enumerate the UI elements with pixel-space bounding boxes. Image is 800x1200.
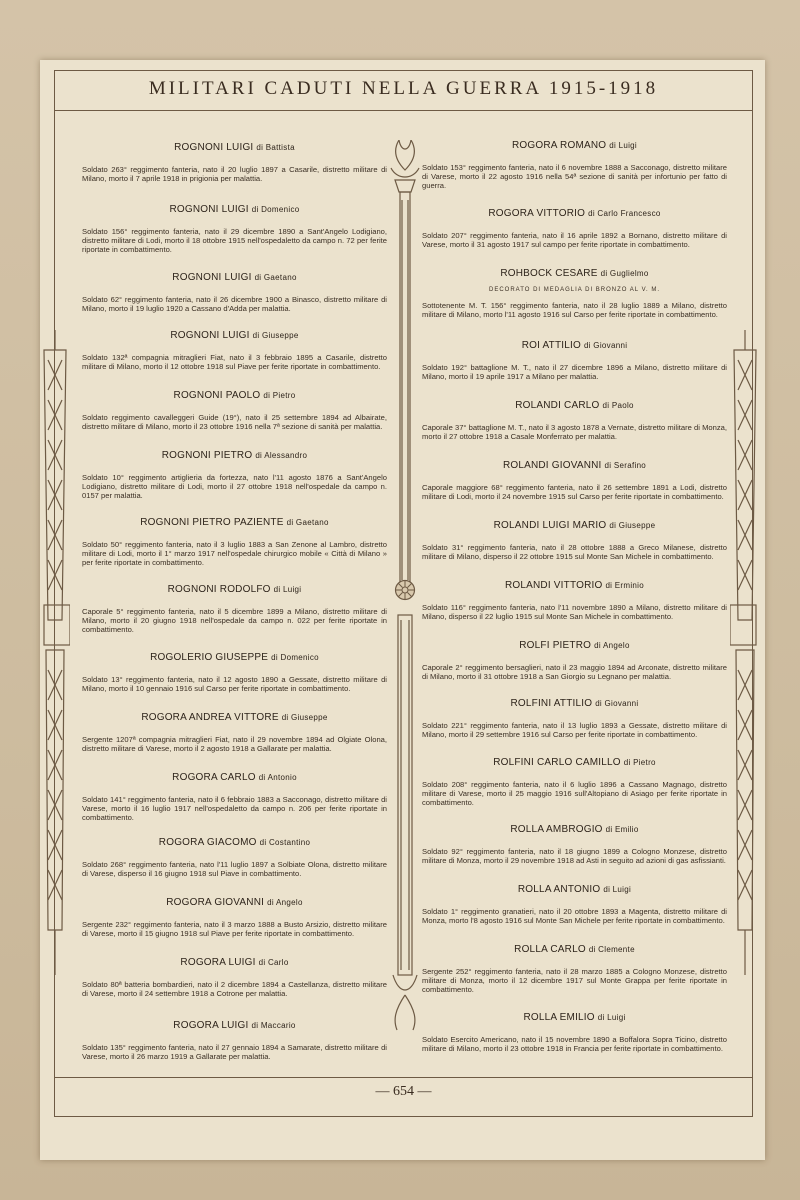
entry-father: di Gaetano (286, 518, 329, 527)
entry-name: ROGORA GIOVANNI (166, 897, 265, 908)
entry-father: di Emilio (605, 825, 639, 834)
entry-text: Soldato 263° reggimento fanteria, nato il 20 luglio 1897 a Casarile, distretto militare di Milano, morto il 7 aprile 1918 in prigionia per malattia. (82, 165, 387, 183)
entry-father: di Erminio (605, 581, 645, 590)
entry-name: ROLLA EMILIO (523, 1012, 595, 1023)
title-rule (54, 110, 753, 111)
entry-text: Soldato reggimento cavalleggeri Guide (19°), nato il 25 settembre 1894 ad Albairate, distretto militare di Milano, morto il 23 ottobre 1916 nella 7ª sezione di sanità per malattia. (82, 413, 387, 431)
entry-text: Sergente 1207ª compagnia mitraglieri Fiat, nato il 29 novembre 1894 ad Olgiate Olona, distretto militare di Varese, morto il 2 agosto 1918 a Gallarate per malattia. (82, 735, 387, 753)
entry-name: ROI ATTILIO (521, 340, 581, 351)
entry-text: Soldato 80ª batteria bombardieri, nato il 2 dicembre 1894 a Castellanza, distretto militare di Varese, morto il 24 settembre 1918 a Cotrone per malattia. (82, 980, 387, 998)
entry-father: di Giovanni (595, 699, 639, 708)
entry-father: di Guglielmo (600, 269, 649, 278)
entry-name: ROLLA ANTONIO (517, 884, 601, 895)
entry-father: di Domenico (271, 653, 319, 662)
entry-father: di Antonio (258, 773, 297, 782)
entry-father: di Battista (256, 143, 295, 152)
entry-name: ROLLA AMBROGIO (510, 824, 603, 835)
entry-name: ROGORA ROMANO (511, 140, 607, 151)
entry-father: di Luigi (603, 885, 632, 894)
entry-rohbock-cesare (422, 268, 727, 319)
entry-father: di Giuseppe (609, 521, 656, 530)
entry-rognoni-pietro-paziente (82, 517, 387, 567)
entry-rogora-romano (422, 140, 727, 190)
entry-father: di Gaetano (254, 273, 297, 282)
entry-name: ROGNONI PAOLO (173, 390, 261, 401)
entry-name: ROGNONI LUIGI (174, 142, 254, 153)
entry-name: ROLFINI CARLO CAMILLO (493, 757, 621, 768)
entry-father: di Carlo (258, 958, 289, 967)
entry-text: Soldato 153° reggimento fanteria, nato il 6 novembre 1888 a Sacconago, distretto militare di Varese, morto il 22 agosto 1916 nella 54ª sezione di sanità per infortunio per fatto di guerra. (422, 163, 727, 190)
entry-rogora-giovanni (82, 897, 387, 938)
entry-name: ROGNONI LUIGI (172, 272, 252, 283)
entry-text: Soldato 10° reggimento artiglieria da fortezza, nato l'11 agosto 1876 a Sant'Angelo Lodigiano, distretto militare di Lodi, morto il 27 ottobre 1918 nell'ospedale da campo n. 0157 per malattia. (82, 473, 387, 500)
entry-father: di Clemente (588, 945, 635, 954)
entry-name: ROLANDI VITTORIO (504, 580, 603, 591)
entry-father: di Giuseppe (281, 713, 328, 722)
entry-father: di Serafino (604, 461, 647, 470)
entry-rolandi-luigi-mario (422, 520, 727, 561)
entry-rognoni-luigi-gaetano (82, 272, 387, 313)
left-fasces-ornament (40, 330, 70, 980)
entry-rogora-vittorio (422, 208, 727, 249)
entry-name: ROGORA CARLO (172, 772, 256, 783)
entry-text: Soldato 135° reggimento fanteria, nato il 27 gennaio 1894 a Samarate, distretto militare di Varese, morto il 26 marzo 1919 a Gallarate per malattia. (82, 1043, 387, 1061)
entry-rolfi-pietro (422, 640, 727, 681)
entry-text: Soldato 1° reggimento granatieri, nato il 20 ottobre 1893 a Magenta, distretto militare di Monza, morto l'8 agosto 1916 sul Monte San Michele per ferite riportate in combattimento. (422, 907, 727, 925)
entry-name: ROGORA ANDREA VITTORE (141, 712, 279, 723)
entry-text: Soldato 132ª compagnia mitraglieri Fiat, nato il 3 febbraio 1895 a Casarile, distretto militare di Milano, morto il 12 ottobre 1918 sul Piave per ferite riportate in combattimento. (82, 353, 387, 371)
entry-rolandi-giovanni (422, 460, 727, 501)
entry-name: ROGORA VITTORIO (488, 208, 586, 219)
entry-text: Sergente 232° reggimento fanteria, nato il 3 marzo 1888 a Busto Arsizio, distretto militare di Varese, morto il 15 giugno 1918 sul Piave per ferite riportate in combattimento. (82, 920, 387, 938)
entry-father: di Pietro (263, 391, 296, 400)
entry-name: ROLANDI CARLO (515, 400, 600, 411)
entry-rolandi-vittorio (422, 580, 727, 621)
entry-text: Soldato 50° reggimento fanteria, nato il 3 luglio 1883 a San Zenone al Lambro, distretto militare di Lodi, morto il 1° marzo 1917 nell'ospedale chirurgico mobile « Città di Milano » per ferite riportate in combattimento. (82, 540, 387, 567)
entry-father: di Angelo (267, 898, 303, 907)
entry-name: ROGNONI LUIGI (169, 204, 249, 215)
entry-rognoni-luigi-giuseppe (82, 330, 387, 371)
entry-text: Caporale 2° reggimento bersaglieri, nato il 23 maggio 1894 ad Arconate, distretto militare di Milano, morto il 31 ottobre 1918 a San Giorgio su Legnano per malattia. (422, 663, 727, 681)
entry-father: di Maccario (251, 1021, 296, 1030)
entry-father: di Luigi (273, 585, 302, 594)
entry-rogolerio-giuseppe (82, 652, 387, 693)
entry-name: ROGNONI LUIGI (170, 330, 250, 341)
entry-name: ROGORA LUIGI (173, 1020, 249, 1031)
entry-text: Soldato 156° reggimento fanteria, nato il 29 dicembre 1890 a Sant'Angelo Lodigiano, distretto militare di Lodi, morto il 18 ottobre 1915 nell'ospedaletto da campo n. 72 per ferite riportate in combattimento. (82, 227, 387, 254)
entry-name: ROLANDI GIOVANNI (502, 460, 602, 471)
footer-rule (54, 1077, 753, 1078)
entry-name: ROLFI PIETRO (519, 640, 592, 651)
entry-father: di Domenico (251, 205, 300, 214)
entry-rognoni-luigi-battista (82, 142, 387, 183)
entry-text: Soldato 62° reggimento fanteria, nato il 26 dicembre 1900 a Binasco, distretto militare di Milano, morto il 19 luglio 1920 a Cassano d'Adda per malattia. (82, 295, 387, 313)
entry-rogora-luigi-maccario (82, 1020, 387, 1061)
entry-name: ROGNONI RODOLFO (167, 584, 271, 595)
entry-text: Soldato 208° reggimento fanteria, nato il 6 luglio 1896 a Cassano Magnago, distretto militare di Varese, morto il 25 maggio 1916 sull'Altopiano di Asiago per ferite riportate in combattimento. (422, 780, 727, 807)
entry-father: di Luigi (597, 1013, 626, 1022)
entry-text: Soldato Esercito Americano, nato il 15 novembre 1890 a Boffalora Sopra Ticino, distretto militare di Milano, morto il 23 ottobre 1918 in Francia per ferite riportate in combattimento. (422, 1035, 727, 1053)
entry-rolla-ambrogio (422, 824, 727, 865)
entry-rolla-emilio (422, 1012, 727, 1053)
entry-rogora-giacomo (82, 837, 387, 878)
entry-text: Caporale 37° battaglione M. T., nato il 3 agosto 1878 a Vernate, distretto militare di Monza, morto il 27 ottobre 1918 a Casale Monferrato per malattia. (422, 423, 727, 441)
entry-father: di Costantino (259, 838, 311, 847)
entry-text: Soldato 141° reggimento fanteria, nato il 6 febbraio 1883 a Sacconago, distretto militare di Varese, morto il 16 luglio 1917 nell'ospedaletto da campo n. 206 per ferite riportate in combattimento. (82, 795, 387, 822)
entry-text: Sergente 252° reggimento fanteria, nato il 28 marzo 1885 a Cologno Monzese, distretto militare di Monza, morto il 12 dicembre 1917 sul Monte Grappa per ferite riportate in combattimento. (422, 967, 727, 994)
rosette-icon (394, 579, 416, 601)
entry-text: Soldato 31° reggimento fanteria, nato il 28 ottobre 1888 a Greco Milanese, distretto militare di Milano, disperso il 22 ottobre 1915 sul Monte San Michele in combattimento. (422, 543, 727, 561)
entry-text: Caporale maggiore 68° reggimento fanteria, nato il 26 settembre 1891 a Lodi, distretto militare di Lodi, morto il 24 novembre 1915 sul Carso per ferite riportate in combattimento. (422, 483, 727, 501)
entry-text: Soldato 13° reggimento fanteria, nato il 12 agosto 1890 a Gessate, distretto militare di Milano, morto il 10 gennaio 1916 sul Carso per ferite riportate in combattimento. (82, 675, 387, 693)
entry-text: Sottotenente M. T. 156° reggimento fanteria, nato il 28 luglio 1889 a Milano, distretto militare di Milano, morto l'11 agosto 1916 sul Carso per ferite riportate in combattimento. (422, 301, 727, 319)
entry-father: di Alessandro (255, 451, 308, 460)
entry-name: ROLFINI ATTILIO (510, 698, 593, 709)
entry-name: ROGORA GIACOMO (158, 837, 257, 848)
entry-father: di Paolo (602, 401, 634, 410)
page-number: — 654 — (375, 1084, 432, 1099)
entry-rolandi-carlo (422, 400, 727, 441)
entry-rogora-carlo (82, 772, 387, 822)
entry-father: di Carlo Francesco (588, 209, 661, 218)
entry-rolfini-attilio (422, 698, 727, 739)
entry-rognoni-luigi-domenico (82, 204, 387, 254)
entry-rogora-andrea-vittore (82, 712, 387, 753)
page-title: MILITARI CADUTI NELLA GUERRA 1915-1918 (148, 78, 659, 99)
entry-name: ROGNONI PIETRO (161, 450, 253, 461)
entry-text: Caporale 5° reggimento fanteria, nato il 5 dicembre 1899 a Milano, distretto militare di Milano, morto il 20 giugno 1918 nell'ospedale da campo n. 022 per ferite riportate in combattimento. (82, 607, 387, 634)
entry-father: di Angelo (594, 641, 630, 650)
right-fasces-ornament (730, 330, 760, 980)
entry-decoration: DECORATO DI MEDAGLIA DI BRONZO AL V. M. (488, 287, 661, 293)
entry-father: di Giovanni (583, 341, 628, 350)
entry-name: ROLLA CARLO (514, 944, 586, 955)
entry-name: ROGNONI PIETRO PAZIENTE (140, 517, 284, 528)
entry-text: Soldato 92° reggimento fanteria, nato il 18 giugno 1899 a Cologno Monzese, distretto militare di Monza, morto il 29 novembre 1918 ad Asti in seguito ad azioni di gas asfissianti. (422, 847, 727, 865)
entry-name: ROLANDI LUIGI MARIO (493, 520, 607, 531)
entry-name: ROHBOCK CESARE (500, 268, 598, 279)
entry-text: Soldato 116° reggimento fanteria, nato l'11 novembre 1890 a Milano, distretto militare di Milano, disperso il 22 luglio 1915 sul Monte San Michele in combattimento. (422, 603, 727, 621)
entry-rogora-luigi-carlo (82, 957, 387, 998)
entry-text: Soldato 192° battaglione M. T., nato il 27 dicembre 1896 a Milano, distretto militare di Milano, morto il 19 aprile 1917 a Milano per malattia. (422, 363, 727, 381)
entry-father: di Pietro (623, 758, 656, 767)
entry-name: ROGOLERIO GIUSEPPE (150, 652, 269, 663)
entry-text: Soldato 221° reggimento fanteria, nato il 13 luglio 1893 a Gessate, distretto militare di Milano, morto il 29 settembre 1916 sul Carso per ferite riportate in combattimento. (422, 721, 727, 739)
entry-text: Soldato 268° reggimento fanteria, nato l'11 luglio 1897 a Solbiate Olona, distretto militare di Varese, disperso il 16 giugno 1918 sul Piave in combattimento. (82, 860, 387, 878)
entry-rognoni-rodolfo (82, 584, 387, 634)
entry-name: ROGORA LUIGI (180, 957, 256, 968)
entry-rognoni-pietro (82, 450, 387, 500)
entry-roi-attilio (422, 340, 727, 381)
entry-text: Soldato 207° reggimento fanteria, nato il 16 aprile 1892 a Bornano, distretto militare di Varese, morto il 31 agosto 1917 sul campo per ferite riportate in combattimento. (422, 231, 727, 249)
entry-rolfini-carlo-camillo (422, 757, 727, 807)
entry-rognoni-paolo (82, 390, 387, 431)
entry-rolla-antonio (422, 884, 727, 925)
entry-father: di Giuseppe (252, 331, 299, 340)
entry-father: di Luigi (609, 141, 638, 150)
entry-rolla-carlo (422, 944, 727, 994)
